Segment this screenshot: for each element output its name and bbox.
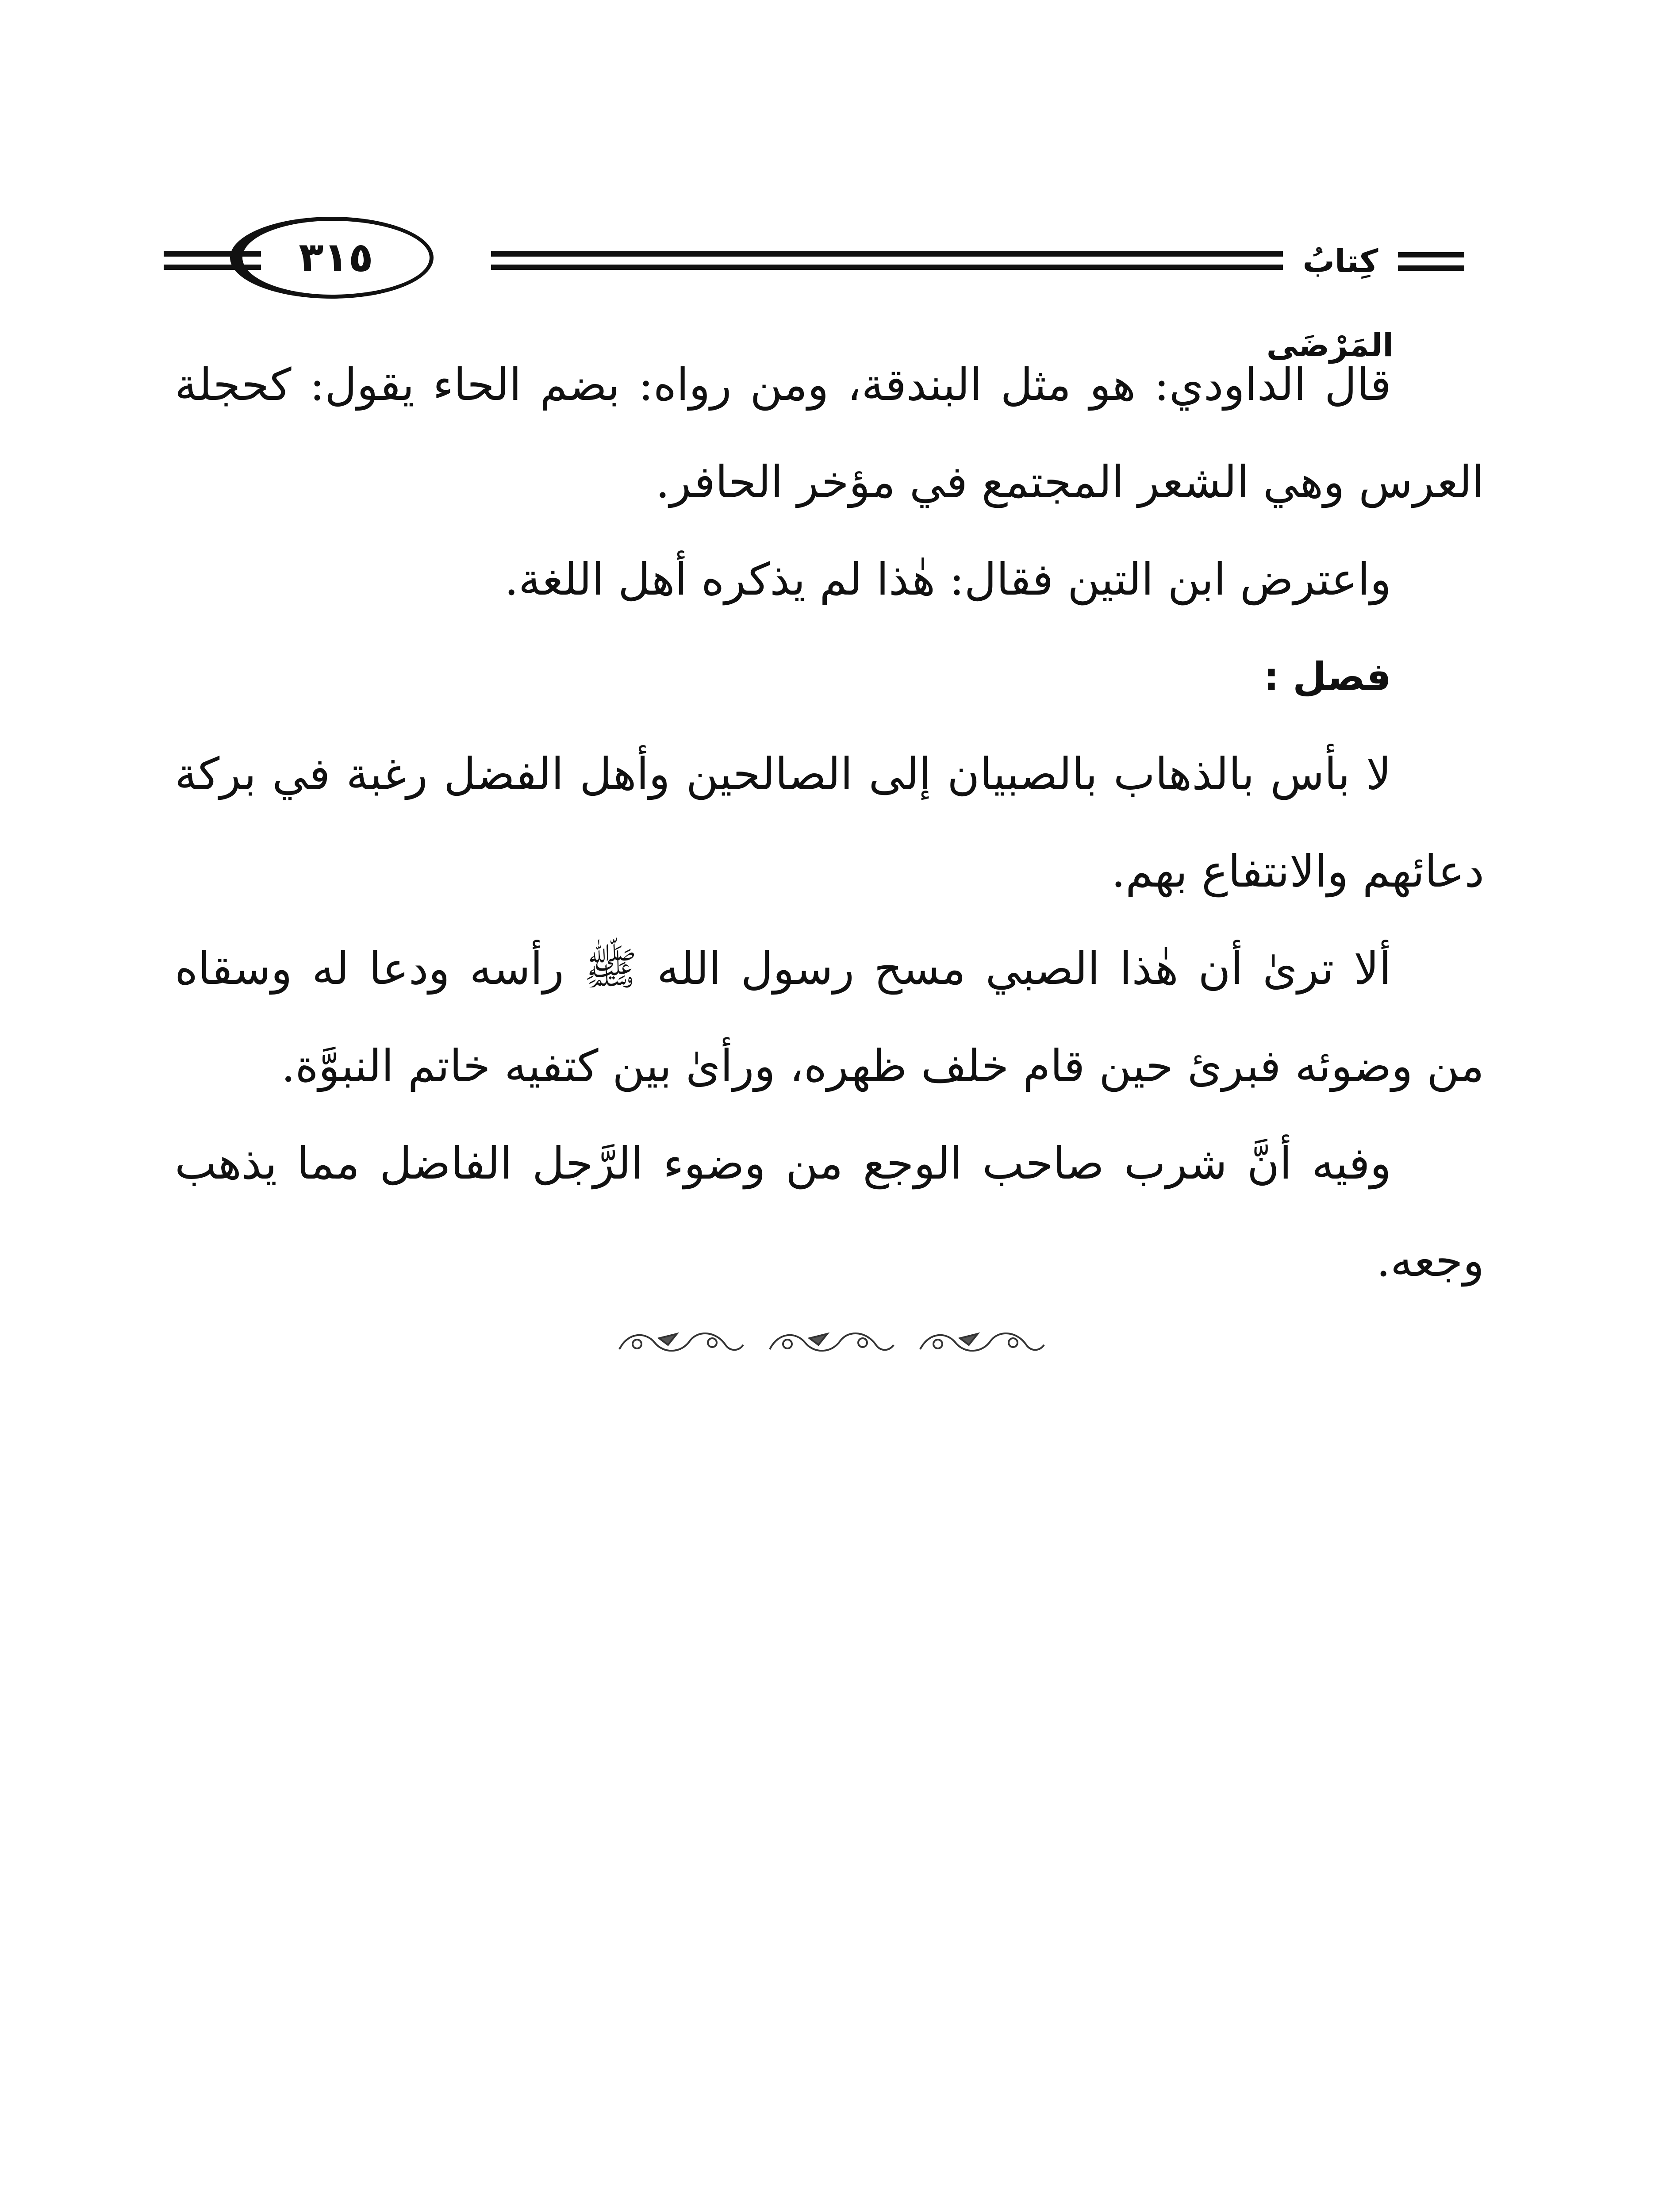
paragraph: وفيه أنَّ شرب صاحب الوجع من وضوء الرَّجل الفاضل مما يذهب وجعه. <box>175 1137 1484 1286</box>
paragraph: قال الداودي: هو مثل البندقة، ومن رواه: بضم الحاء يقول: كحجلة العرس وهي الشعر المجتمع في مؤخر الحافر. <box>175 359 1484 508</box>
header-rule <box>491 251 1283 257</box>
floral-divider-icon <box>610 1323 1053 1363</box>
section-heading: فصل : <box>1263 654 1391 699</box>
page-body <box>175 336 1484 1310</box>
paragraph: واعترض ابن التين فقال: هٰذا لم يذكره أهل اللغة. <box>504 553 1391 605</box>
paragraph: ألا ترىٰ أن هٰذا الصبي مسح رسول الله ﷺ رأسه ودعا له وسقاه من وضوئه فبرئ حين قام خلف ظهره، ورأىٰ بين كتفيه خاتم النبوَّة. <box>175 943 1484 1092</box>
header-rule <box>491 265 1283 270</box>
header-rule <box>1398 265 1464 271</box>
paragraph: لا بأس بالذهاب بالصبيان إلى الصالحين وأهل الفضل رغبة في بركة دعائهم والانتفاع بهم. <box>175 748 1484 897</box>
header-rule <box>164 265 261 270</box>
page-number-badge <box>230 217 434 299</box>
header-rule <box>1398 252 1464 257</box>
page-number: ٣١٥ <box>299 234 373 281</box>
page-header <box>164 195 1464 364</box>
header-rule <box>164 251 261 257</box>
book-title: كِتابُ المَرْضَى <box>1266 242 1394 364</box>
